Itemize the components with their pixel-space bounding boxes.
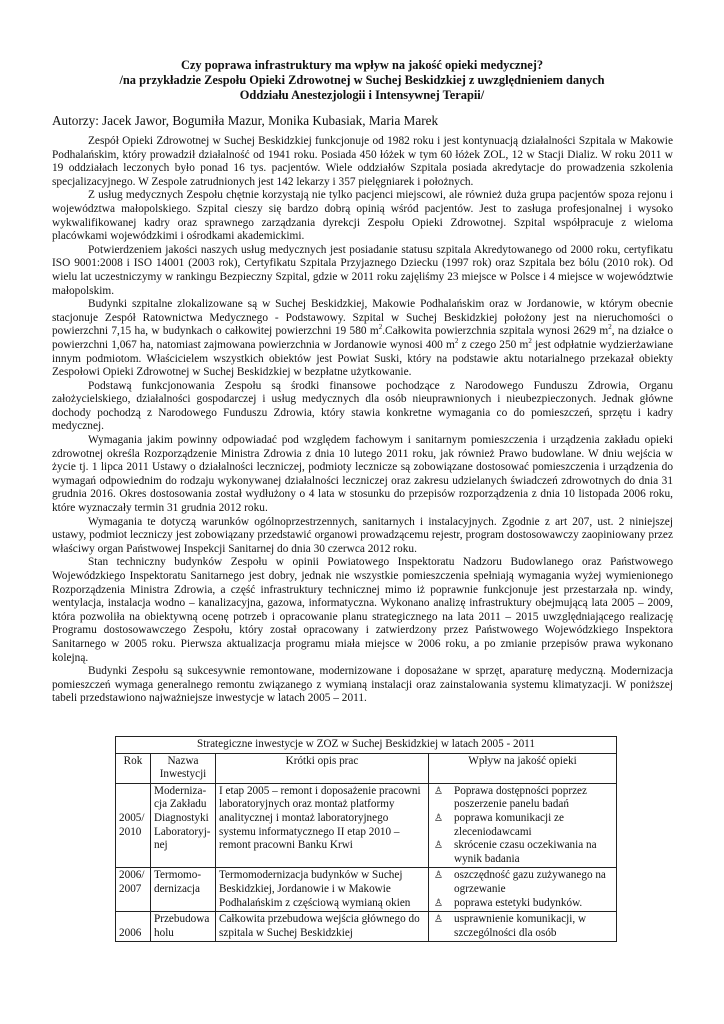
impact-text: skrócenie czasu oczekiwania na wynik badania	[454, 839, 597, 865]
paragraph-1: Zespół Opieki Zdrowotnej w Suchej Beskidzkiej funkcjonuje od 1982 roku i jest kontynuacją działalności Szpitala w Makowie Podhalańskim, który prowadził działalność od 1941 roku. Posiada 450 łóżek w tym 60 łóżek ZOL, 12 w Stacji Dializ. W roku 2011 w 19 oddziałach leczonych było ponad 16 tys. pacjentów. Wiele oddziałów Szpitala posiada akredytacje do prowadzenia szkolenia specjalizacyjnego. W Zespole zatrudnionych jest 142 lekarzy i 357 pielęgniarek i położnych.	[52, 135, 673, 188]
cell-nazwa: Moderniza-cja Zakładu Diagnostyki Laboratoryj-nej	[151, 783, 216, 868]
cell-rok: 2006	[116, 912, 151, 942]
investments-table	[115, 736, 617, 942]
paragraph-4-part-c: , na działce o powierzchni 1,067 ha, natomiast zajmowana powierzchnia w Jordanowie wynosi 400 m	[52, 325, 673, 351]
paper-body	[52, 135, 673, 706]
header-wplyw: Wpływ na jakość opieki	[429, 753, 617, 783]
header-rok: Rok	[116, 753, 151, 783]
bullet-icon: ♙	[434, 785, 443, 797]
impact-text: oszczędność gazu zużywanego na ogrzewanie	[454, 869, 606, 895]
title-line-3: Oddziału Anestezjologii i Intensywnej Terapii/	[239, 88, 485, 102]
table-row	[116, 868, 617, 912]
bullet-icon: ♙	[434, 914, 443, 926]
impact-list	[432, 785, 613, 867]
impact-text: poprawa estetyki budynków.	[454, 896, 583, 909]
cell-opis: I etap 2005 – remont i doposażenie pracowni laboratoryjnych oraz montaż platformy analitycznej i montaż laboratoryjnego systemu informatycznego II etap 2010 – remont pracowni Banku Krwi	[216, 783, 429, 868]
bullet-icon: ♙	[434, 897, 443, 909]
list-item	[432, 839, 613, 866]
header-opis: Krótki opis prac	[216, 753, 429, 783]
list-item	[432, 913, 613, 940]
cell-wplyw	[429, 912, 617, 942]
cell-opis: Termomodernizacja budynków w Suchej Beskidzkiej, Jordanowie i w Makowie Podhalańskim z częściową wymianą okien	[216, 868, 429, 912]
table-caption: Strategiczne inwestycje w ZOZ w Suchej Beskidzkiej w latach 2005 - 2011	[116, 737, 617, 754]
impact-text: usprawnienie komunikacji, w szczególności dla osób	[454, 913, 587, 939]
header-nazwa: Nazwa Inwestycji	[151, 753, 216, 783]
cell-rok: 2005/ 2010	[116, 783, 151, 868]
cell-nazwa: Przebudowa holu	[151, 912, 216, 942]
superscript-2: 2	[528, 337, 532, 346]
bullet-icon: ♙	[434, 812, 443, 824]
impact-list	[432, 913, 613, 940]
superscript-2: 2	[608, 323, 612, 332]
impact-list	[432, 869, 613, 910]
paragraph-4	[52, 298, 673, 380]
paragraph-6: Wymagania jakim powinny odpowiadać pod względem fachowym i sanitarnym pomieszczenia i urządzenia zakładu opieki zdrowotnej określa Rozporządzenie Ministra Zdrowia z dnia 10 lutego 2011 roku, jak również Prawo budowlane. W dniu wejścia w życie tj. 1 lipca 2011 Ustawy o działalności leczniczej, podmioty lecznicze są zobowiązane dostosować pomieszczenia i urządzenia do wymagań odpowiednim do rodzaju wykonywanej działalności leczniczej oraz zakresu udzielanych świadczeń zdrowotnych do dnia 31 grudnia 2016. Okres dostosowania został wydłużony o 4 lata w stosunku do przepisów rozporządzenia z dnia 10 listopada 2006 roku, które wyznaczały termin 31 grudnia 2012 roku.	[52, 434, 673, 515]
table-row	[116, 912, 617, 942]
paragraph-9: Budynki Zespołu są sukcesywnie remontowane, modernizowane i doposażane w sprzęt, aparaturę medyczną. Modernizacja pomieszczeń wymaga generalnego remontu związanego z wymianą instalacji oraz zainstalowania systemu klimatyzacji. W poniższej tabeli przedstawiono najważniejsze inwestycje w latach 2005 – 2011.	[52, 665, 673, 705]
authors-line: Autorzy: Jacek Jawor, Bogumiła Mazur, Monika Kubasiak, Maria Marek	[52, 113, 439, 128]
paragraph-4-part-a: Budynki szpitalne zlokalizowane są w Suchej Beskidzkiej, Makowie Podhalańskim oraz w Jordanowie, w którym obecnie stacjonuje Zespół Ratownictwa Medycznego - Podstawowy. Szpital w Suchej Beskidzkiej położony jest na nieruchomości o powierzchni 7,15 ha, w budynkach o całkowitej powierzchni 19 580 m	[52, 298, 673, 338]
cell-wplyw	[429, 783, 617, 868]
table-header-row	[116, 753, 617, 783]
paragraph-4-part-d: z czego 250 m	[458, 338, 529, 351]
title-line-1: Czy poprawa infrastruktury ma wpływ na jakość opieki medycznej?	[180, 58, 544, 72]
list-item	[432, 869, 613, 896]
superscript-2: 2	[378, 323, 383, 332]
paragraph-4-part-e: jest odpłatnie wydzierżawiane innym podmiotom. Właścicielem wszystkich obiektów jest Powiat Suski, który na podstawie aktu notarialnego przekazał obiekty Zespołowi Opieki Zdrowotnej w Suchej Beskidzkiej w bezpłatne użytkowanie.	[52, 338, 673, 379]
paragraph-7: Wymagania te dotyczą warunków ogólnoprzestrzennych, sanitarnych i instalacyjnych. Zgodnie z art 207, ust. 2 niniejszej ustawy, podmiot leczniczy jest zobowiązany przedstawić organowi prowadzącemu rejestr, program dostosowawczy zaopiniowany przez właściwy organ Państwowej Inspekcji Sanitarnej do dnia 30 czerwca 2012 roku.	[52, 515, 673, 555]
table-row	[116, 783, 617, 868]
cell-rok: 2006/ 2007	[116, 868, 151, 912]
bullet-icon: ♙	[434, 870, 443, 882]
paragraph-4-part-b: .Całkowita powierzchnia szpitala wynosi 2629 m	[382, 325, 609, 338]
list-item	[432, 812, 613, 839]
impact-text: poprawa komunikacji ze zleceniodawcami	[454, 811, 564, 838]
impact-text: Poprawa dostępności poprzez poszerzenie panelu badań	[454, 784, 587, 811]
paragraph-2: Z usług medycznych Zespołu chętnie korzystają nie tylko pacjenci miejscowi, ale również duża grupa pacjentów spoza rejonu i województwa małopolskiego. Szpital cieszy się bardzo dobrą opinią wśród pacjentów. Jest to zasługa profesjonalnej i wysoko wykwalifikowanej kadry oraz sprawnego zarządzania dyrekcji Zespołu Opieki Zdrowotnej. Szpital współpracuje z wieloma placówkami wojewódzkimi i ośrodkami akademickimi.	[52, 189, 673, 243]
title-line-2: /na przykładzie Zespołu Opieki Zdrowotnej w Suchej Beskidzkiej z uwzględnieniem danych	[119, 73, 605, 87]
list-item	[432, 897, 613, 911]
cell-opis: Całkowita przebudowa wejścia głównego do szpitala w Suchej Beskidzkiej	[216, 912, 429, 942]
cell-nazwa: Termomo-dernizacja	[151, 868, 216, 912]
paragraph-3: Potwierdzeniem jakości naszych usług medycznych jest posiadanie statusu szpitala Akredytowanego od 2000 roku, certyfikatu ISO 9001:2008 i ISO 14001 (2003 rok), Certyfikatu Szpitala Przyjaznego Dziecku (1997 rok) oraz Szpitala bez bólu (2010 rok). Od wielu lat uczestniczymy w rankingu Bezpieczny Szpital, gdzie w 2011 roku zajęliśmy 23 miejsce w Polsce i 4 miejsce w województwie małopolskim.	[52, 243, 673, 297]
superscript-2: 2	[454, 337, 459, 346]
paper-title	[70, 58, 654, 103]
paragraph-5: Podstawą funkcjonowania Zespołu są środki finansowe pochodzące z Narodowego Funduszu Zdrowia, Organu założycielskiego, działalności gospodarczej i usług medycznych dla osób nieuprawnionych i nieubezpieczonych. Jednak główne dochody pochodzą z Narodowego Funduszu Zdrowia, który stawia konkretne wymagania co do pomieszczeń, sprzętu i kadry medycznej.	[52, 379, 673, 433]
bullet-icon: ♙	[434, 840, 443, 852]
paragraph-8: Stan techniczny budynków Zespołu w opinii Powiatowego Inspektoratu Nadzoru Budowlanego oraz Państwowego Wojewódzkiego Inspektoratu Sanitarnego jest dobry, jednak nie wszystkie pomieszczenia spełniają wymagania wyżej wymienionego Rozporządzenia Ministra Zdrowia, a część infrastruktury technicznej mimo iż poprawnie funkcjonuje jest przestarzała np. windy, wentylacja, instalacja wodno – kanalizacyjna, gazowa, informatyczna. Wykonano analizę infrastruktury obejmującą lata 2005 – 2009, która pozwoliła na obiektywną ocenę potrzeb i opracowanie planu strategicznego na lata 2011 – 2015 uwzględniającego realizację Programu dostosowawczego Zespołu, który został opracowany i zatwierdzony przez Państwowego Wojewódzkiego Inspektora Sanitarnego w 2005 roku. Pierwsza aktualizacja programu miała miejsce w 2006 roku, a po zmianie przepisów prawa wykonano kolejną.	[52, 556, 673, 664]
list-item	[432, 785, 613, 812]
cell-wplyw	[429, 868, 617, 912]
